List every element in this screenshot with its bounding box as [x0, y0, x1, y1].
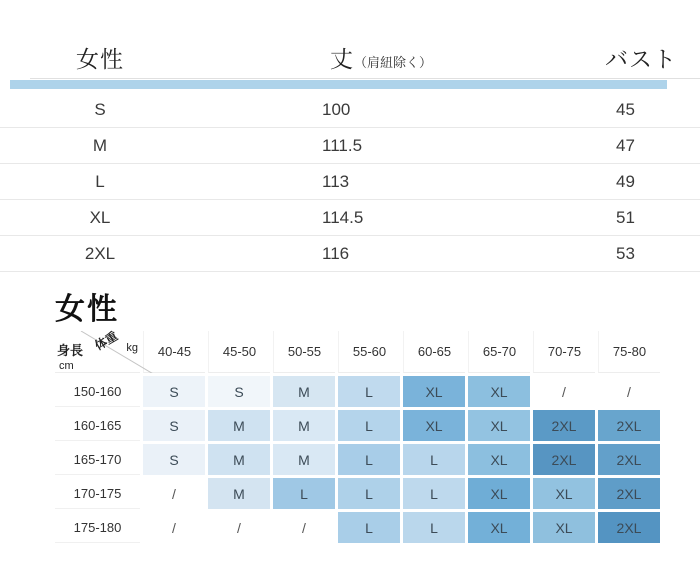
size-table: [0, 0, 700, 272]
weight-range-header: 75-80: [598, 331, 660, 373]
size-cell-length: 116: [322, 243, 350, 263]
size-matrix-cell: S: [143, 376, 205, 407]
size-row: [0, 200, 700, 236]
height-range-label: 160-165: [55, 410, 140, 441]
accent-bar: [10, 80, 667, 89]
size-matrix-cell: /: [143, 512, 205, 543]
size-matrix-cell: XL: [468, 376, 530, 407]
size-matrix: [55, 328, 684, 543]
height-range-label: 150-160: [55, 376, 140, 407]
size-matrix-cell: XL: [533, 512, 595, 543]
size-cell-bust: 51: [616, 207, 635, 227]
size-cell-length: 111.5: [322, 135, 363, 155]
size-cell-size: L: [95, 171, 105, 191]
women-header-label: 女性: [76, 45, 124, 72]
size-matrix-cell: 2XL: [598, 478, 660, 509]
bust-header-label: バスト: [605, 45, 677, 72]
size-row: [0, 128, 700, 164]
size-matrix-cell: S: [143, 444, 205, 475]
size-table-body: [0, 92, 700, 272]
size-matrix-cell: 2XL: [598, 512, 660, 543]
size-cell-size: S: [94, 99, 106, 119]
length-header-label: 丈: [330, 45, 354, 72]
size-matrix-cell: L: [338, 444, 400, 475]
size-cell-bust: 47: [616, 135, 635, 155]
height-range-label: 165-170: [55, 444, 140, 475]
weight-range-header: 45-50: [208, 331, 270, 373]
weight-range-header: 50-55: [273, 331, 335, 373]
size-matrix-cell: M: [273, 410, 335, 441]
size-matrix-cell: S: [143, 410, 205, 441]
size-row: [0, 236, 700, 272]
size-matrix-cell: M: [273, 376, 335, 407]
height-axis-label: 身長: [57, 343, 84, 358]
height-axis-unit: cm: [59, 360, 74, 372]
size-matrix-cell: XL: [533, 478, 595, 509]
size-matrix-cell: M: [208, 478, 270, 509]
weight-range-header: 70-75: [533, 331, 595, 373]
size-matrix-cell: L: [338, 512, 400, 543]
size-matrix-cell: M: [208, 444, 270, 475]
length-header-note: （肩紐除く）: [354, 54, 433, 70]
size-matrix-cell: XL: [403, 376, 465, 407]
size-matrix-cell: 2XL: [598, 444, 660, 475]
size-matrix-cell: /: [273, 512, 335, 543]
size-matrix-cell: L: [403, 444, 465, 475]
size-matrix-cell: XL: [468, 512, 530, 543]
size-matrix-cell: 2XL: [598, 410, 660, 441]
size-matrix-cell: /: [143, 478, 205, 509]
matrix-title: 女性: [55, 293, 119, 326]
size-matrix-section: [55, 284, 700, 543]
length-header: [200, 41, 520, 74]
size-matrix-cell: 2XL: [533, 444, 595, 475]
size-matrix-cell: XL: [468, 478, 530, 509]
size-matrix-cell: /: [598, 376, 660, 407]
size-cell-bust: 53: [616, 243, 635, 263]
weight-range-header: 65-70: [468, 331, 530, 373]
size-matrix-cell: L: [338, 410, 400, 441]
size-cell-size: M: [92, 135, 108, 155]
size-cell-size: XL: [89, 207, 111, 227]
size-matrix-cell: L: [403, 478, 465, 509]
weight-range-header: 55-60: [338, 331, 400, 373]
size-matrix-cell: XL: [468, 444, 530, 475]
weight-range-header: 40-45: [143, 331, 205, 373]
weight-range-header: 60-65: [403, 331, 465, 373]
size-cell-length: 113: [322, 171, 350, 191]
size-cell-size: 2XL: [84, 243, 116, 263]
size-matrix-cell: 2XL: [533, 410, 595, 441]
weight-axis-label: 体重: [92, 328, 121, 353]
size-row: [0, 164, 700, 200]
size-table-header: [0, 38, 700, 76]
size-row: [0, 92, 700, 128]
size-cell-length: 114.5: [322, 207, 364, 227]
size-cell-bust: 49: [616, 171, 635, 191]
header-underline: [30, 78, 700, 79]
size-matrix-cell: S: [208, 376, 270, 407]
size-cell-bust: 45: [616, 99, 635, 119]
size-matrix-cell: L: [273, 478, 335, 509]
height-range-label: 170-175: [55, 478, 140, 509]
size-matrix-cell: M: [273, 444, 335, 475]
size-matrix-cell: XL: [403, 410, 465, 441]
size-matrix-cell: XL: [468, 410, 530, 441]
size-cell-length: 100: [322, 99, 351, 119]
size-matrix-cell: L: [338, 376, 400, 407]
size-matrix-cell: /: [208, 512, 270, 543]
matrix-corner-cell: [55, 328, 140, 373]
size-matrix-cell: M: [208, 410, 270, 441]
size-matrix-cell: L: [403, 512, 465, 543]
height-range-label: 175-180: [55, 512, 140, 543]
size-matrix-cell: /: [533, 376, 595, 407]
weight-axis-unit: kg: [126, 342, 138, 354]
size-matrix-cell: L: [338, 478, 400, 509]
